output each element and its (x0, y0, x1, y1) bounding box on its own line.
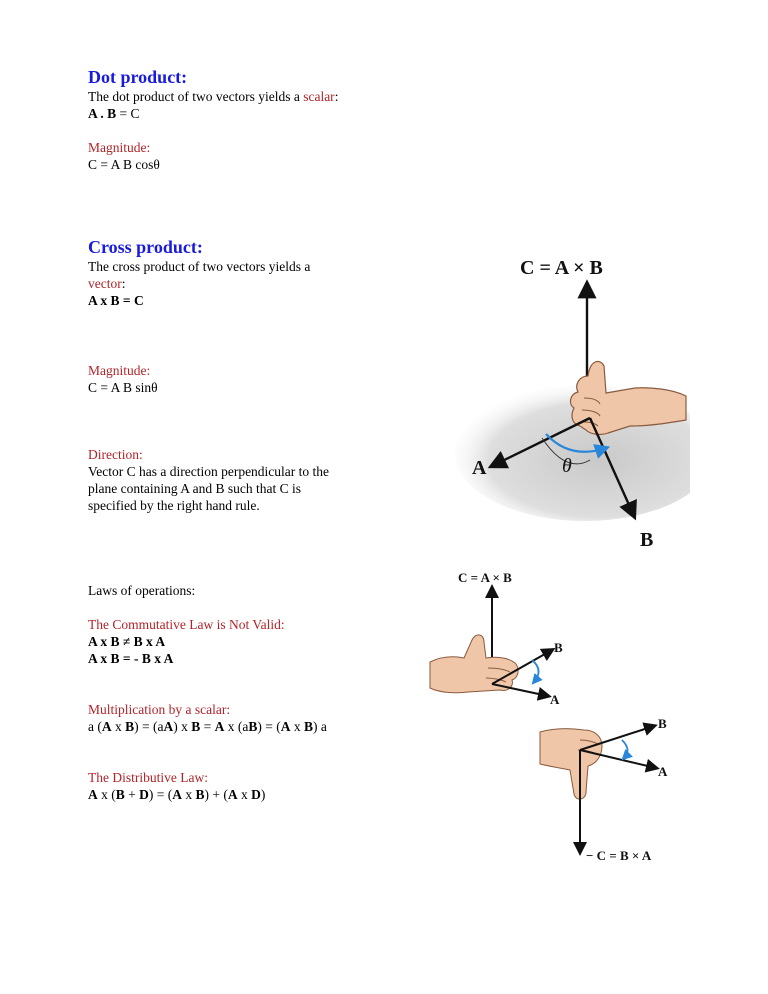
dot-magnitude-label: Magnitude: (88, 140, 151, 155)
dot-product-heading: Dot product: (88, 67, 188, 87)
fig1-label-a: A (472, 457, 487, 479)
laws-section (88, 582, 327, 803)
fig1-label-b: B (640, 529, 654, 551)
scalar-word: scalar (303, 89, 335, 104)
right-hand-rule-figure (440, 248, 690, 554)
scalar-mult-label: Multiplication by a scalar: (88, 702, 231, 717)
fig1-label-theta: θ (562, 455, 572, 477)
cross-magnitude-label: Magnitude: (88, 363, 151, 378)
laws-title: Laws of operations: (88, 583, 196, 598)
dot-magnitude-formula: C = A B cosθ (88, 157, 160, 172)
cross-magnitude (88, 362, 158, 396)
distributive-label: The Distributive Law: (88, 770, 208, 785)
cross-product-section (88, 236, 388, 309)
commutative-label: The Commutative Law is Not Valid: (88, 617, 285, 632)
fig1-label-c: C = A × B (520, 257, 603, 279)
commutative-figure-ba (530, 712, 700, 868)
fig2-hand-icon (430, 635, 518, 693)
commutative-figure-ab (428, 566, 598, 716)
scalar-mult-formula: a (A x B) = (aA) x B = A x (aB) = (A x B) a (88, 719, 327, 734)
fig2-label-c: C = A × B (458, 570, 512, 585)
direction-label: Direction: (88, 447, 143, 462)
commutative-line-2: A x B = - B x A (88, 651, 174, 666)
dot-intro: The dot product of two vectors yields a scalar: (88, 89, 339, 104)
fig2-label-a: A (550, 692, 560, 707)
distributive-formula: A x (B + D) = (A x B) + (A x D) (88, 787, 266, 802)
fig3-rotation-arc-icon (622, 740, 628, 758)
fig3-label-b: B (658, 716, 667, 731)
dot-product-section (88, 66, 338, 173)
dot-formula: A . B = C (88, 106, 140, 121)
fig3-label-c: − C = B × A (586, 848, 652, 863)
direction-line-2: plane containing A and B such that C is (88, 481, 301, 496)
cross-direction (88, 446, 329, 514)
fig3-hand-icon (540, 729, 602, 799)
fig2-label-b: B (554, 640, 563, 655)
cross-intro: The cross product of two vectors yields a (88, 259, 311, 274)
fig2-rotation-arc-icon (532, 660, 539, 682)
cross-formula: A x B = C (88, 293, 144, 308)
direction-line-1: Vector C has a direction perpendicular to the (88, 464, 330, 479)
vector-word: vector (88, 276, 122, 291)
fig3-label-a: A (658, 764, 668, 779)
cross-intro-cont: vector: (88, 276, 126, 291)
direction-line-3: specified by the right hand rule. (88, 498, 260, 513)
cross-magnitude-formula: C = A B sinθ (88, 380, 158, 395)
commutative-line-1: A x B ≠ B x A (88, 634, 166, 649)
cross-product-heading: Cross product: (88, 237, 203, 257)
